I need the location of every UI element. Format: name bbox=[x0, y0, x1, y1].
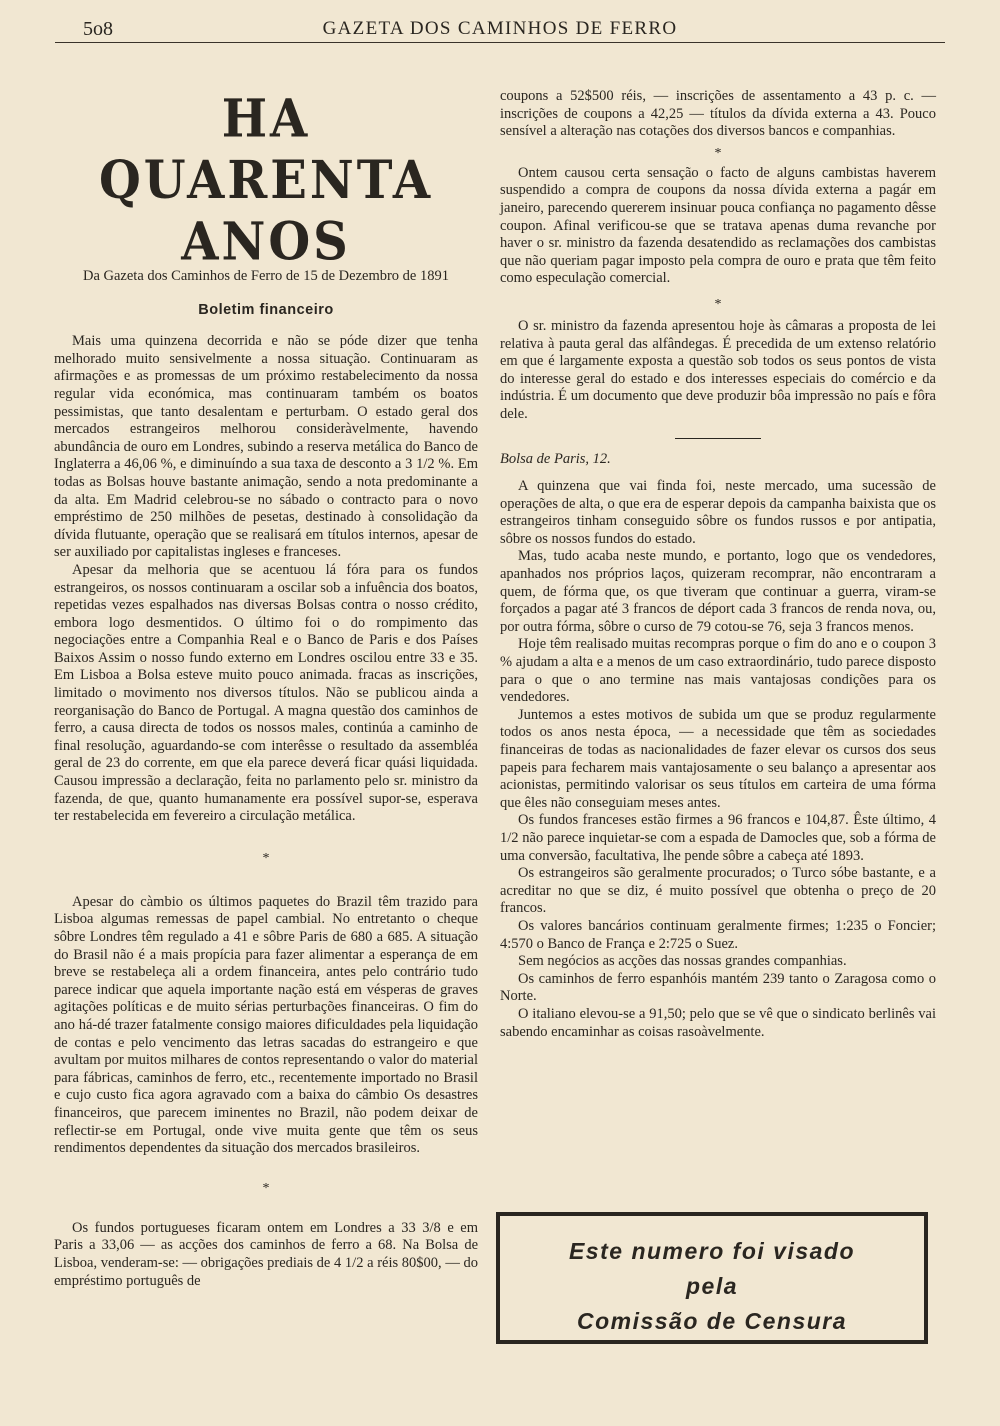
paragraph: Apesar do càmbio os últimos paquetes do Brazil têm trazido para Lisboa algumas remessas de papel cambial. No entretanto o cheque sôbre Londres têm regulado a 41 e sôbre Paris de 680 a 685. A situação do Brasil não é a mais propícia para fazer alimentar a esperança de em breve se restabeleça ali a ordem financeira, antes pelo contrário tudo parece indicar que aquela importante nação está em vésperas de graves agitações políticas e de muito sérias perturbações financeiras. O fim do ano há-dé trazer fatalmente consigo maiores dificuldades pela liquidação de contas e pelo vencimento das letras sacadas do estrangeiro e que avultam por muitos milhares de contos representando o valor do material para fábricas, caminhos de ferro, etc., recentemente importado no Brasil e cujo custo fica agora agravado com a baixa do câmbio Os desastres financeiros, que parecem iminentes no Brazil, não podem deixar de reflectir-se em Portugal, onde vive muita gente que têm os seus rendimentos dependentes da situação dos mercados brasileiros. bbox=[54, 893, 478, 1157]
paragraph: Sem negócios as acções das nossas grandes companhias. bbox=[518, 953, 847, 970]
paragraph: A quinzena que vai finda foi, neste mercado, uma sucessão de operações de alta, o que era de esperar depois da campanha baixista que os estrangeiros tinham conseguido sôbre os fundos russos e por antipatia, sôbre os nossos fundos do estado. bbox=[500, 478, 936, 547]
journal-title: GAZETA DOS CAMINHOS DE FERRO bbox=[322, 18, 678, 39]
paragraph: Os fundos franceses estão firmes a 96 francos e 104,87. Êste último, 4 1/2 não parece inquietar-se com a espada de Damocles que, sob a fórma de uma conversão, facultativa, lhe pende sôbre a cabeça até 1893. bbox=[500, 812, 936, 864]
paragraph: Juntemos a estes motivos de subida um que se produz regularmente todos os anos nesta época, — a necessidade que têm as sociedades financeiras de todas as nacionalidades de fazer elevar os cursos dos seus papeis para fecharem mais vantajosamente o seu balanço a apresentar aos acionistas, permitindo valorisar os seus títulos em carteira de uma fórma que êles não conseguiam meses antes. bbox=[500, 706, 936, 811]
separator-star: * bbox=[262, 1180, 270, 1196]
paragraph: O italiano elevou-se a 91,50; pelo que se vê que o sindicato berlinês vai sabendo encaminhar as coisas rasoàvelmente. bbox=[500, 1005, 936, 1040]
separator-star: * bbox=[714, 145, 722, 161]
paragraph: Os fundos portugueses ficaram ontem em Londres a 33 3/8 e em Paris a 33,06 — as acções dos caminhos de ferro a 68. Na Bolsa de Lisboa, venderam-se: — obrigações prediais de 4 1/2 a réis 80$00, — do empréstimo português de bbox=[54, 1219, 478, 1289]
paris-dateline: Bolsa de Paris, 12. bbox=[500, 450, 611, 467]
stamp-line: Este numero foi visado bbox=[568, 1238, 856, 1264]
page-header bbox=[55, 16, 945, 43]
paragraph: Mais uma quinzena decorrida e não se póde dizer que tenha melhorado muito sensivelmente a nossa situação. Continuaram as afirmações e as promessas de um próximo restabelecimento da nossa regular vida económica, mas continuaram também os boatos pessimistas, que tanto desalentam e perturbam. O estado geral dos mercados estrangeiros melhorou consideràvelmente, havendo abundância de ouro em Londres, subindo a reserva metálica do Banco de Inglaterra a 46,06 %, e diminuíndo a sua taxa de desconto a 3 1/2 %. Em todas as Bolsas houve bastante animação, sendo a nota predominante a da alta. Em Madrid celebrou-se no sábado o contracto para o novo empréstimo de 250 milhões de pesetas, destinado à consolidação da dívida flutuante, operação que se realisará em títulos internos, apesar de ser auxiliado por capitalistas ingleses e franceses. bbox=[54, 333, 478, 561]
paragraph: Os valores bancários continuam geralmente firmes; 1:235 o Foncier; 4:570 o Banco de França e 2:725 o Suez. bbox=[500, 917, 936, 952]
paragraph: O sr. ministro da fazenda apresentou hoje às câmaras a proposta de lei relativa à pauta geral das alfândegas. É precedida de um extenso relatório em que é largamente exposta a questão sob todos os seus pontos de vista do interesse geral do estado e dos interesses especiais do comércio e da indústria. É um documento que deve produzir bôa impressão no país e fôra dele. bbox=[500, 317, 936, 422]
censorship-stamp bbox=[496, 1212, 928, 1344]
separator-star: * bbox=[262, 850, 270, 866]
section-title: Boletim financeiro bbox=[198, 301, 334, 318]
paragraph: coupons a 52$500 réis, — inscrições de assentamento a 43 p. c. — inscrições de coupons a 42,25 — títulos da dívida externa a 43. Pouco sensível a alteração nas cotações dos diversos bancos e companhias. bbox=[500, 88, 936, 140]
paragraph: Os caminhos de ferro espanhóis mantém 239 tanto o Zaragosa como o Norte. bbox=[500, 970, 936, 1005]
source-line: Da Gazeta dos Caminhos de Ferro de 15 de Dezembro de 1891 bbox=[82, 268, 449, 284]
paragraph: Os estrangeiros são geralmente procurados; o Turco sóbe bastante, e a acreditar no que se diz, é muito possível que obtenha o preço de 20 francos. bbox=[500, 865, 936, 917]
article-title: HA QUARENTA ANOS bbox=[98, 88, 434, 273]
paragraph: Hoje têm realisado muitas recompras porque o fim do ano e o coupon 3 % ajudam a alta e a menos de um caso extraordinário, tudo parece disposto para o que o ano termine nas mais vantajosas condições para os vendedores. bbox=[500, 636, 936, 706]
stamp-line: pela bbox=[685, 1273, 739, 1299]
paragraph: Apesar da melhoria que se acentuou lá fóra para os fundos estrangeiros, os nossos continuaram a oscilar sob a infuência dos boatos, repetidas vezes espalhados nas diversas Bolsas contra o nosso crédito, embora logo desmentidos. O último foi o do rompimento das negociações entre a Companhia Real e o Banco de Paris e dos Países Baixos Assim o nosso fundo externo em Londres oscilou entre 33 e 35. Em Lisboa a Bolsa esteve muito pouco animada. fracas as inscrições, limitado o movimento nos diversos títulos. Não se publicou ainda a reorganisação do Banco de Portugal. A magna questão dos caminhos de ferro, a causa directa de todos os nossos males, continúa a caminho de final resolução, aguardando-se com interêsse o resultado da assembléa geral de 23 do corrente, em que ela parece deverá ficar quási liquidada. Causou impressão a declaração, feita no parlamento pelo sr. ministro da fazenda, de que, quanto humanamente era possível supor-se, esperava ter restabelecida em fevereiro a circulação metálica. bbox=[54, 561, 478, 825]
separator-star: * bbox=[714, 296, 722, 312]
page-number: 5o8 bbox=[83, 18, 113, 40]
stamp-line: Comissão de Censura bbox=[576, 1308, 848, 1334]
right-column bbox=[500, 88, 936, 1041]
left-column bbox=[54, 88, 478, 1290]
paragraph: Ontem causou certa sensação o facto de alguns cambistas haverem suspendido a compra de coupons da nossa dívida externa a pagár em janeiro, parecendo quererem insinuar pouca confiança no pagamento dêsse coupon. Afinal verificou-se que se tratava apenas duma revanche por haver o sr. ministro da fazenda desatendido as reclamações dos cambistas que não queriam pagar imposto pela compra de ouro e prata que têm feito como especulação comercial. bbox=[500, 164, 936, 287]
section-rule bbox=[675, 438, 761, 439]
paragraph: Mas, tudo acaba neste mundo, e portanto, logo que os vendedores, apanhados nos próprios laços, quizeram recomprar, não encontraram a quem, de fórma que, os que tiveram que continuar a guerra, viram-se forçados a pagar até 3 francos de déport cada 3 francos de renda nova, ou, por outra fórma, sôbre o curso de 79 cotou-se 76, seja 3 francos menos. bbox=[500, 548, 936, 635]
